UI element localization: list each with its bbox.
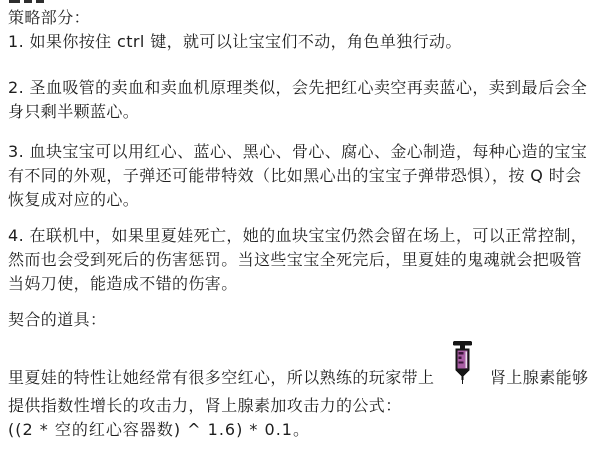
clipped-text-remnant [36,0,44,3]
items-paragraph-line-2: 提供指数性增长的攻击力，肾上腺素加攻击力的公式： [8,396,402,415]
strategy-item-2-line-1: 2. 圣血吸管的卖血和卖血机原理类似，会先把红心卖空再卖蓝心，卖到最后会全 [8,78,588,97]
clipped-text-remnant [24,0,32,3]
clipped-text-remnant [9,0,20,3]
items-paragraph-line-1-after-icon: 肾上腺素能够 [490,368,589,387]
strategy-item-4-line-2: 然而也会受到死后的伤害惩罚。当这些宝宝全死完后，里夏娃的鬼魂就会把吸管 [8,250,583,269]
items-section-heading: 契合的道具： [8,310,107,329]
strategy-item-1-line-1: 1. 如果你按住 ctrl 键，就可以让宝宝们不动，角色单独行动。 [8,32,462,51]
strategy-item-3-line-3: 恢复成对应的心。 [8,190,140,209]
adrenaline-damage-formula: ((2 * 空的红心容器数) ^ 1.6) * 0.1。 [8,420,310,439]
strategy-item-4-line-1: 4. 在联机中，如果里夏娃死亡，她的血块宝宝仍然会留在场上，可以正常控制， [8,226,588,245]
items-paragraph-line-1-before-icon: 里夏娃的特性让她经常有很多空红心，所以熟练的玩家带上 [8,368,435,387]
adrenaline-syringe-icon [447,341,478,387]
strategy-item-3-line-2: 有不同的外观，子弹还可能带特效（比如黑心出的宝宝子弹带恐惧），按 Q 时会 [8,166,582,185]
strategy-item-2-line-2: 身只剩半颗蓝心。 [8,102,140,121]
strategy-item-3-line-1: 3. 血块宝宝可以用红心、蓝心、黑心、骨心、腐心、金心制造，每种心造的宝宝 [8,142,588,161]
strategy-item-4-line-3: 当妈刀使，能造成不错的伤害。 [8,274,238,293]
strategy-section-heading: 策略部分： [8,8,91,27]
